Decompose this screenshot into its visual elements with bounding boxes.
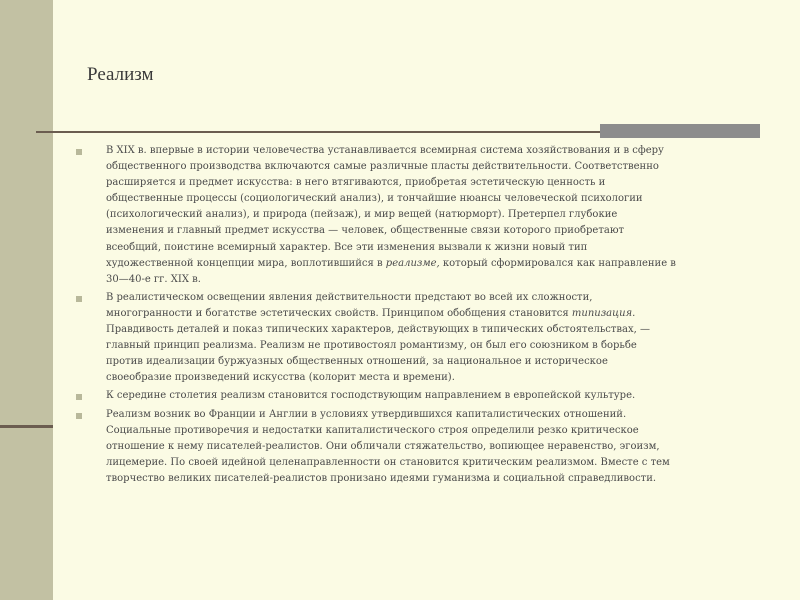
bullet-list: [76, 143, 676, 489]
bullet-paragraph-1: [76, 143, 676, 288]
paragraph-text: К середине столетия реализм становится господствующим направлением в европейской культуре.: [106, 390, 636, 402]
square-bullet-icon: [76, 413, 82, 419]
slide-title: Реализм: [87, 64, 154, 85]
paragraph-text: Реализм возник во Франции и Англии в условиях утвердившихся капиталистических отношений. Социальные противоречия и недостатки капиталистического строя определили резко критическое отношение к нему писателей-реалистов. Они обличали стяжательство, вопиющее неравенство, эгоизм, лицемерие. По своей идейной целенаправленности он становится критическим реализмом. Вместе с тем творчество великих писателей-реалистов пронизано идеями гуманизма и социальной справедливости.: [106, 408, 670, 484]
bullet-paragraph-2: [76, 290, 676, 387]
paragraph-text: который сформировался как направление в 30—40-е гг. XIX в.: [106, 257, 676, 285]
paragraph-emphasis: реализме,: [385, 257, 440, 269]
paragraph-text: Правдивость деталей и показ типических характеров, действующих в типических обстоятельствах, — главный принцип реализма. Реализм не противостоял романтизму, он был его союзником в борьбе против идеализации буржуазных общественных отношений, за национальное и историческое своеобразие произведений искусства (колорит места и времени).: [106, 324, 651, 384]
square-bullet-icon: [76, 296, 82, 302]
paragraph-text: В реалистическом освещении явления действительности предстают во всей их сложности, многогранности и богатстве эстетических свойств. Принципом обобщения становится: [106, 291, 593, 319]
paragraph-text: В XIX в. впервые в истории человечества устанавливается всемирная система хозяйствования и в сферу общественного производства включаются самые различные пласты действительности. Соответственно расширяется и предмет искусства: в него втягиваются, приобретая эстетическую ценность и общественные процессы (социологический анализ), и тончайшие нюансы человеческой психологии (психологический анализ), и природа (пейзаж), и мир вещей (натюрморт). Претерпел глубокие изменения и главный предмет искусства — человек, общественные связи которого приобретают всеобщий, поистине всемирный характер. Все эти изменения вызвали к жизни новый тип художественной концепции мира, воплотившийся в: [106, 145, 664, 269]
title-rule-accent: [600, 124, 760, 138]
left-decorative-bar: [0, 0, 53, 600]
paragraph-emphasis: типизация.: [571, 307, 636, 319]
bullet-paragraph-3: [76, 388, 676, 404]
square-bullet-icon: [76, 149, 82, 155]
square-bullet-icon: [76, 394, 82, 400]
left-bar-divider: [0, 425, 53, 428]
bullet-paragraph-4: [76, 407, 676, 487]
